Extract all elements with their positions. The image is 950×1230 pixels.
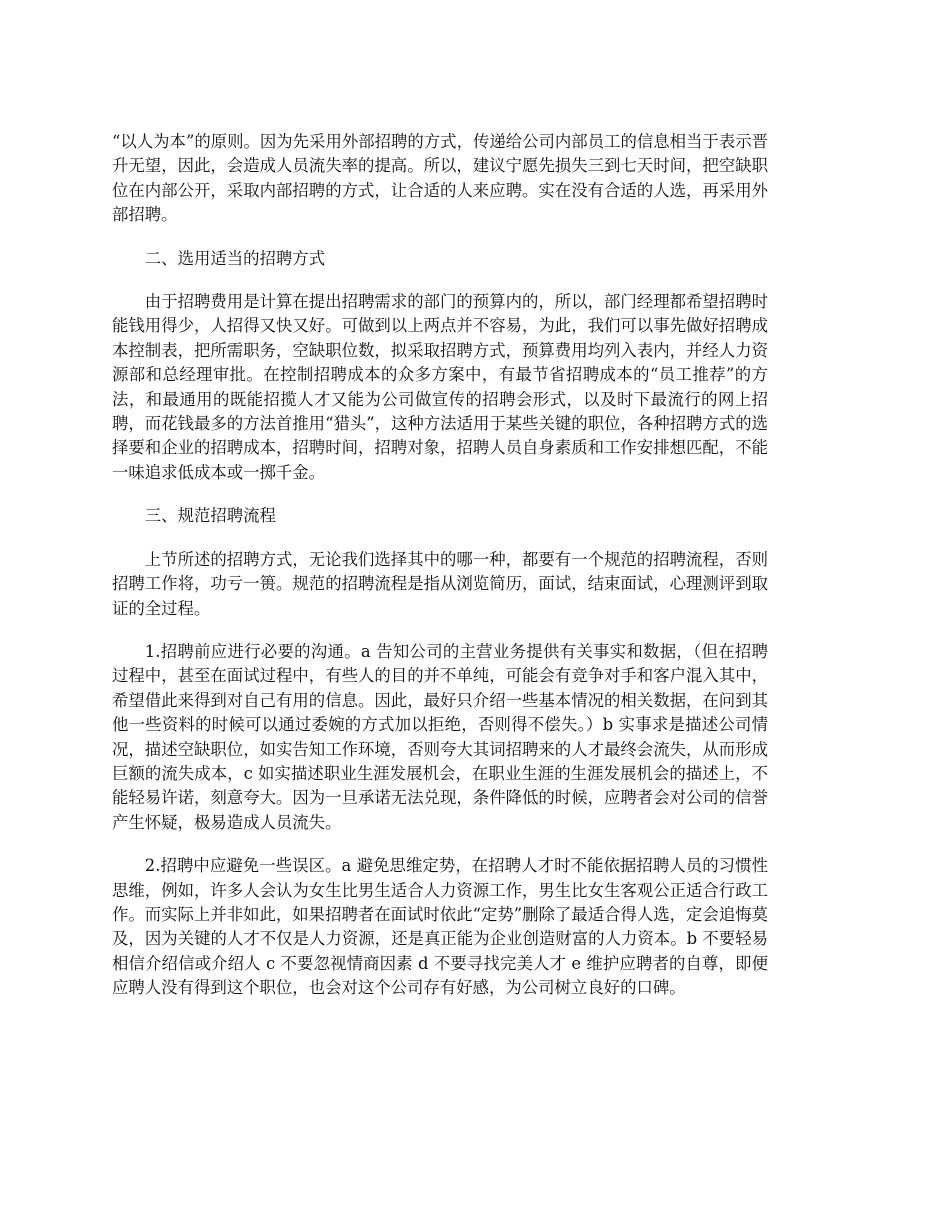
section-heading-standardize-process: 三、规范招聘流程 bbox=[144, 506, 276, 526]
section-heading-choose-method: 二、选用适当的招聘方式 bbox=[144, 248, 326, 268]
paragraph-pre-recruitment-communication: 1.招聘前应进行必要的沟通。a 告知公司的主营业务提供有关事实和数据，（但在招聘过程中，甚至在面试过程中，有些人的目的并不单纯，可能会有竞争对手和客户混入其中，希望借此来得到对自己有用的信息。因此，最好只介绍一些基本情况的相关数据，在问到其他一些资料的时候可以通过委婉的方式加以拒绝，否则得不偿失。）b 实事求是描述公司情况，描述空缺职位，如实告知工作环境，否则夸大其词招聘来的人才最终会流失，从而形成巨额的流失成本，c 如实描述职业生涯发展机会，在职业生涯的生涯发展机会的描述上，不能轻易许诺，刻意夸大。因为一旦承诺无法兑现，条件降低的时候，应聘者会对公司的信誉产生怀疑，极易造成人员流失。 bbox=[112, 641, 768, 832]
paragraph-process-overview: 上节所述的招聘方式，无论我们选择其中的哪一种，都要有一个规范的招聘流程，否则招聘工作将，功亏一篑。规范的招聘流程是指从浏览简历，面试，结束面试，心理测评到取证的全过程。 bbox=[112, 549, 768, 618]
paragraph-avoid-misconceptions: 2.招聘中应避免一些误区。a 避免思维定势，在招聘人才时不能依据招聘人员的习惯性思维，例如，许多人会认为女生比男生适合人力资源工作，男生比女生客观公正适合行政工作。而实际上并非如此，如果招聘者在面试时依此“定势”删除了最适合得人选，定会追悔莫及，因为关键的人才不仅是人力资源，还是真正能为企业创造财富的人力资本。b 不要轻易相信介绍信或介绍人 c 不要忽视情商因素 d 不要寻找完美人才 e 维护应聘者的自尊，即便应聘人没有得到这个职位，也会对这个公司存有好感，为公司树立良好的口碑。 bbox=[112, 856, 768, 998]
paragraph-people-oriented: “以人为本”的原则。因为先采用外部招聘的方式，传递给公司内部员工的信息相当于表示晋升无望，因此，会造成人员流失率的提高。所以，建议宁愿先损失三到七天时间，把空缺职位在内部公开，采取内部招聘的方式，让合适的人来应聘。实在没有合适的人选，再采用外部招聘。 bbox=[112, 132, 768, 225]
paragraph-recruitment-cost: 由于招聘费用是计算在提出招聘需求的部门的预算内的，所以，部门经理都希望招聘时能钱用得少，人招得又快又好。可做到以上两点并不容易，为此，我们可以事先做好招聘成本控制表，把所需职务，空缺职位数，拟采取招聘方式，预算费用均列入表内，并经人力资源部和总经理审批。在控制招聘成本的众多方案中，有最节省招聘成本的“员工推荐”的方法，和最通用的既能招揽人才又能为公司做宣传的招聘会形式，以及时下最流行的网上招聘，而花钱最多的方法首推用“猎头”，这种方法适用于某些关键的职位，各种招聘方式的选择要和企业的招聘成本，招聘时间，招聘对象，招聘人员自身素质和工作安排想匹配，不能一味追求低成本或一掷千金。 bbox=[112, 292, 768, 482]
document-body bbox=[112, 130, 768, 1001]
